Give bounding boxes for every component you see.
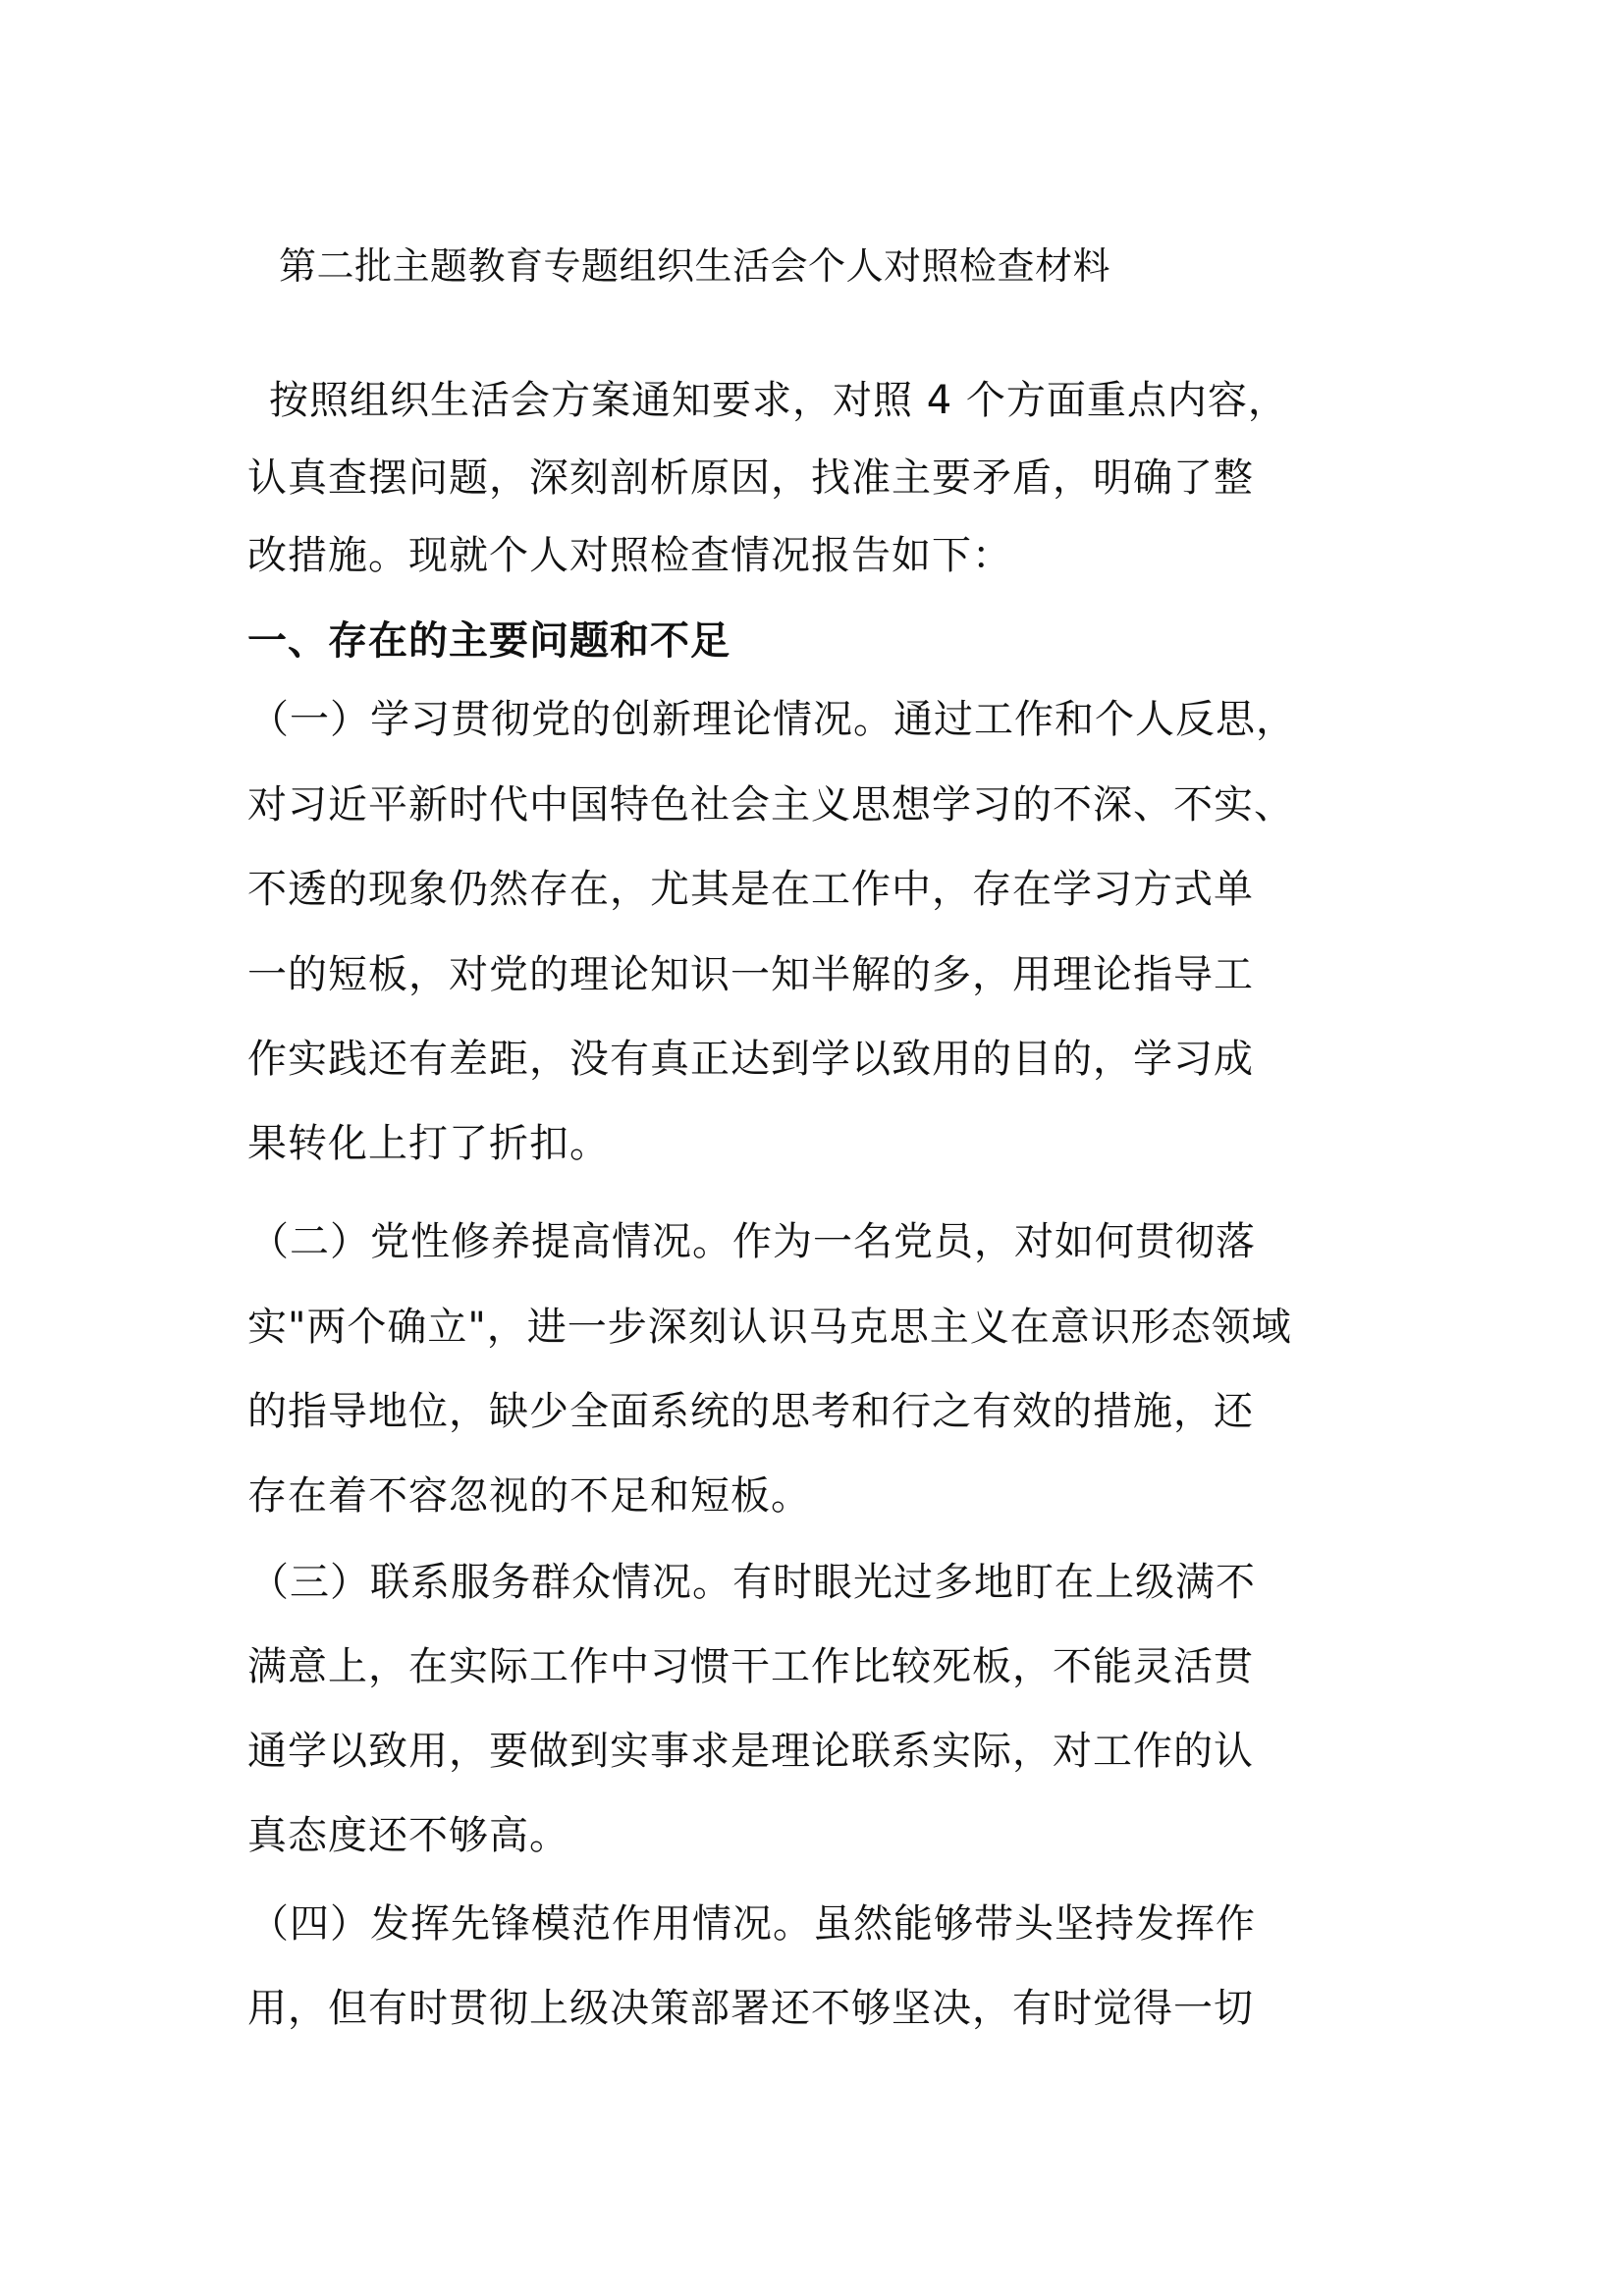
item-1-line: 一的短板，对党的理论知识一知半解的多，用理论指导工	[247, 952, 1254, 997]
item-1-line: （一）学习贯彻党的创新理论情况。通过工作和个人反思，	[249, 697, 1296, 742]
item-1-line: 果转化上打了折扣。	[247, 1121, 610, 1166]
item-3-line: 满意上，在实际工作中习惯干工作比较死板，不能灵活贯	[247, 1644, 1254, 1689]
item-1-line: 不透的现象仍然存在，尤其是在工作中，存在学习方式单	[247, 867, 1254, 912]
item-2-line: 实"两个确立"，进一步深刻认识马克思主义在意识形态领域	[247, 1305, 1292, 1350]
item-1-line: 作实践还有差距，没有真正达到学以致用的目的，学习成	[247, 1037, 1254, 1082]
item-4-line: 用，但有时贯彻上级决策部署还不够坚决，有时觉得一切	[247, 1986, 1254, 2031]
item-3-line: （三）联系服务群众情况。有时眼光过多地盯在上级满不	[249, 1560, 1256, 1605]
intro-line: 改措施。现就个人对照检查情况报告如下：	[247, 533, 1012, 578]
item-1-line: 对习近平新时代中国特色社会主义思想学习的不深、不实、	[247, 782, 1294, 828]
intro-line: 认真查摆问题，深刻剖析原因，找准主要矛盾，明确了整	[247, 455, 1254, 501]
item-2-line: 的指导地位，缺少全面系统的思考和行之有效的措施，还	[247, 1389, 1254, 1434]
item-4-line: （四）发挥先锋模范作用情况。虽然能够带头坚持发挥作	[249, 1901, 1256, 1947]
document-title: 第二批主题教育专题组织生活会个人对照检查材料	[279, 244, 1111, 288]
intro-line: 按照组织生活会方案通知要求，对照 4 个方面重点内容，	[269, 378, 1288, 423]
item-3-line: 真态度还不够高。	[247, 1813, 569, 1858]
item-2-line: 存在着不容忽视的不足和短板。	[247, 1473, 811, 1519]
item-3-line: 通学以致用，要做到实事求是理论联系实际，对工作的认	[247, 1729, 1254, 1774]
section-heading: 一、存在的主要问题和不足	[247, 618, 730, 664]
item-2-line: （二）党性修养提高情况。作为一名党员，对如何贯彻落	[249, 1219, 1256, 1264]
